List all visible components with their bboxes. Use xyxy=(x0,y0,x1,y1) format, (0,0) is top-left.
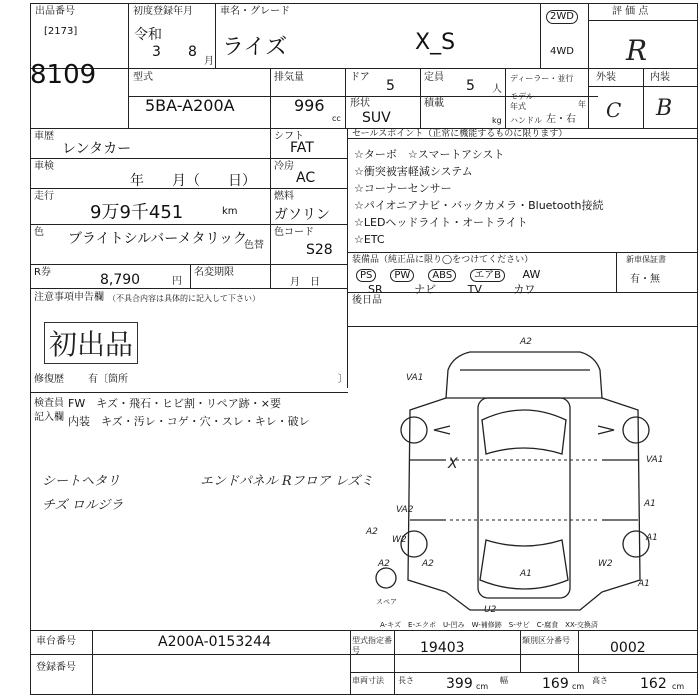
eval-label: 評 価 点 xyxy=(612,6,649,17)
disp-unit: cc xyxy=(332,114,341,123)
divider xyxy=(30,392,348,393)
inspector-label2: 記入欄 xyxy=(34,412,64,423)
history: レンタカー xyxy=(62,141,132,157)
dealer-label: ディーラー・並行 xyxy=(510,74,574,83)
era: 令和 xyxy=(134,27,162,43)
damage-mark: U2 xyxy=(484,605,497,615)
sales-list xyxy=(354,146,604,248)
divider xyxy=(92,630,93,695)
drive-2wd: 2WD xyxy=(546,10,578,24)
handwritten-note: シートヘタリ xyxy=(42,474,121,489)
divider xyxy=(30,158,270,159)
reg-month: 8 xyxy=(188,44,197,60)
car-diagram xyxy=(350,330,696,620)
equip-aw: AW xyxy=(522,268,541,281)
sales-item: ☆ETC xyxy=(354,233,385,246)
divider xyxy=(578,630,579,672)
lot-label: 出品番号 xyxy=(35,6,75,17)
equip-sr: SR xyxy=(368,283,383,296)
equip-ps: PS xyxy=(356,269,376,282)
wid-unit: cm xyxy=(572,682,585,691)
divider xyxy=(270,188,347,189)
handwritten-note: エンドパネル Rフロア レズミ xyxy=(200,474,374,489)
divider xyxy=(30,224,347,225)
sales-item: ☆パイオニアナビ・バックカメラ・Bluetooth接続 xyxy=(354,199,604,212)
divider xyxy=(30,68,698,69)
handle: 左・右 xyxy=(546,114,576,125)
shaken-label: 車検 xyxy=(34,161,54,172)
handwritten-note: チズ ロルジラ xyxy=(42,498,124,513)
damage-mark: W2 xyxy=(392,535,407,545)
model-year-label: モデル 年式 xyxy=(510,92,534,111)
caution-sub: （不具合内容は具体的に記入して下さい） xyxy=(108,294,260,303)
repair-close: 〕 xyxy=(338,374,348,385)
damage-mark: VA2 xyxy=(396,505,414,515)
color-code: S28 xyxy=(306,242,333,258)
new-car: 有・無 xyxy=(630,274,660,285)
drive-4wd: 4WD xyxy=(550,46,574,57)
equip-row1 xyxy=(356,266,540,281)
divider xyxy=(128,3,129,128)
handle-label: ハンドル xyxy=(510,116,542,125)
length: 399 xyxy=(446,676,473,692)
type-cert: 19403 xyxy=(420,640,465,656)
inspect-row2: 内装 キズ・汚レ・コゲ・穴・スレ・キレ・破レ xyxy=(68,415,310,428)
divider xyxy=(350,672,698,673)
damage-mark: A1 xyxy=(644,499,656,509)
recycle-label: R券 xyxy=(34,267,51,278)
divider xyxy=(394,630,395,695)
grade: X_S xyxy=(415,30,456,55)
sales-item: ☆衝突被害軽減システム xyxy=(354,165,473,178)
first-listing-stamp: 初出品 xyxy=(44,322,138,364)
equip-navi: ナビ xyxy=(414,283,437,296)
inspector-label1: 検査員 xyxy=(34,398,64,409)
divider xyxy=(347,252,698,253)
model-label: 型式 xyxy=(133,72,153,83)
damage-mark: VA1 xyxy=(646,455,664,465)
class-label: 類別区分番号 xyxy=(522,636,570,645)
seat-label: 定員 xyxy=(424,72,444,83)
hgt-label: 高さ xyxy=(592,676,608,685)
mileage: 9万9千451 xyxy=(90,202,184,223)
caution-label: 注意事項申告欄 xyxy=(34,292,104,303)
car-grade-label: 車名・グレード xyxy=(220,6,290,17)
disp-label: 排気量 xyxy=(274,72,304,83)
interior-label: 内装 xyxy=(650,72,670,83)
recycle-unit: 円 xyxy=(172,276,182,287)
shaken: 年 月（ 日） xyxy=(130,173,256,189)
divider xyxy=(270,68,271,128)
ac-label: 冷房 xyxy=(274,161,294,172)
history-label: 車歴 xyxy=(34,131,54,142)
eval-score: R xyxy=(626,34,648,67)
damage-mark: W2 xyxy=(598,559,613,569)
divider xyxy=(643,68,644,128)
color: ブライトシルバーメタリック xyxy=(68,231,247,247)
equip-tv: TV xyxy=(467,283,482,296)
divider xyxy=(505,68,506,128)
equip-row2 xyxy=(368,281,535,297)
lot-bracket: [2173] xyxy=(44,26,78,37)
repair: 有〔箇所 xyxy=(88,374,128,385)
new-car-label: 新車保証書 xyxy=(626,255,666,264)
color-label: 色 xyxy=(34,227,44,238)
damage-mark: X xyxy=(448,456,458,472)
divider xyxy=(350,630,351,695)
height: 162 xyxy=(640,676,667,692)
sales-item: ☆コーナーセンサー xyxy=(354,182,452,195)
mileage-label: 走行 xyxy=(34,191,54,202)
divider xyxy=(347,326,698,327)
name-change: 月 日 xyxy=(290,277,320,288)
exterior-label: 外装 xyxy=(596,72,616,83)
divider xyxy=(588,86,698,87)
wid-label: 幅 xyxy=(500,676,508,685)
car-name: ライズ xyxy=(222,35,288,60)
len-label: 長さ xyxy=(398,676,414,685)
reg-label: 初度登録年月 xyxy=(133,6,193,17)
interior-grade: B xyxy=(656,96,673,121)
shift: FAT xyxy=(290,140,314,156)
month-unit: 月 xyxy=(204,56,214,67)
divider xyxy=(215,3,216,68)
shape-label: 形状 xyxy=(350,98,370,109)
dims-label: 車両寸法 xyxy=(352,676,384,685)
divider xyxy=(30,264,347,265)
damage-mark: A1 xyxy=(646,533,658,543)
damage-mark: A1 xyxy=(520,569,532,579)
sales-title: セールスポイント（正常に機能するものに限ります） xyxy=(352,129,568,139)
damage-legend: A-キズ E-エクボ U-凹み W-補修跡 S-サビ C-腐食 XX-交換済 xyxy=(380,621,598,629)
load-unit: kg xyxy=(492,116,502,125)
damage-mark: A1 xyxy=(638,579,650,589)
equip-airbag: エアB xyxy=(470,269,505,282)
divider xyxy=(588,20,698,21)
mileage-unit: km xyxy=(222,206,238,217)
fuel-label: 燃料 xyxy=(274,191,294,202)
shape: SUV xyxy=(362,110,391,126)
sales-item: ☆LEDヘッドライト・オートライト xyxy=(354,216,528,229)
divider xyxy=(540,3,541,68)
type-cert-label: 型式指定番号 xyxy=(352,636,392,655)
fuel: ガソリン xyxy=(274,207,330,223)
displacement: 996 xyxy=(294,96,325,115)
divider xyxy=(347,128,348,388)
divider xyxy=(30,630,698,631)
load-label: 積載 xyxy=(424,98,444,109)
ac: AC xyxy=(296,170,316,186)
hgt-unit: cm xyxy=(672,682,685,691)
sales-item: ☆ターボ ☆スマートアシスト xyxy=(354,148,505,161)
shift-label: シフト xyxy=(274,131,304,142)
reg-year: 3 xyxy=(152,44,161,60)
divider xyxy=(520,630,521,672)
lot-number: 8109 xyxy=(30,60,97,90)
recycle: 8,790 xyxy=(100,272,141,288)
damage-mark: A2 xyxy=(378,559,390,569)
class-no: 0002 xyxy=(610,640,646,656)
equip-leather: カワ xyxy=(513,283,536,296)
exterior-grade: C xyxy=(606,98,622,122)
chassis: A200A-0153244 xyxy=(158,634,271,650)
repair-label: 修復歴 xyxy=(34,374,64,385)
year-unit: 年 xyxy=(578,100,586,109)
chassis-label: 車台番号 xyxy=(36,636,76,647)
damage-mark: A2 xyxy=(366,527,378,537)
inspect-row1: FW キズ・飛石・ヒビ割・リペア跡・×要 xyxy=(68,397,281,410)
divider xyxy=(270,158,347,159)
name-change-label: 名変期限 xyxy=(194,267,234,278)
spare-label: スペア xyxy=(376,598,397,606)
equipment-title: 装備品（純正品に限り◯をつけてください） xyxy=(352,255,534,265)
divider xyxy=(588,3,589,128)
color-change-label: 色替 xyxy=(244,240,264,251)
color-code-label: 色コード xyxy=(274,227,314,238)
doors: 5 xyxy=(386,78,395,94)
later-label: 後日品 xyxy=(352,295,382,306)
equip-pw: PW xyxy=(390,269,414,282)
damage-mark: A2 xyxy=(520,337,532,347)
divider xyxy=(420,68,421,128)
divider xyxy=(190,264,191,288)
width: 169 xyxy=(542,676,569,692)
damage-mark: VA1 xyxy=(406,373,424,383)
model: 5BA-A200A xyxy=(145,96,235,115)
door-label: ドア xyxy=(350,72,370,83)
seat-unit: 人 xyxy=(492,84,502,95)
seats: 5 xyxy=(466,78,475,94)
divider xyxy=(616,252,617,292)
divider xyxy=(345,68,346,128)
len-unit: cm xyxy=(476,682,489,691)
reg-no-label: 登録番号 xyxy=(36,662,76,673)
equip-abs: ABS xyxy=(428,269,456,282)
damage-mark: A2 xyxy=(422,559,434,569)
